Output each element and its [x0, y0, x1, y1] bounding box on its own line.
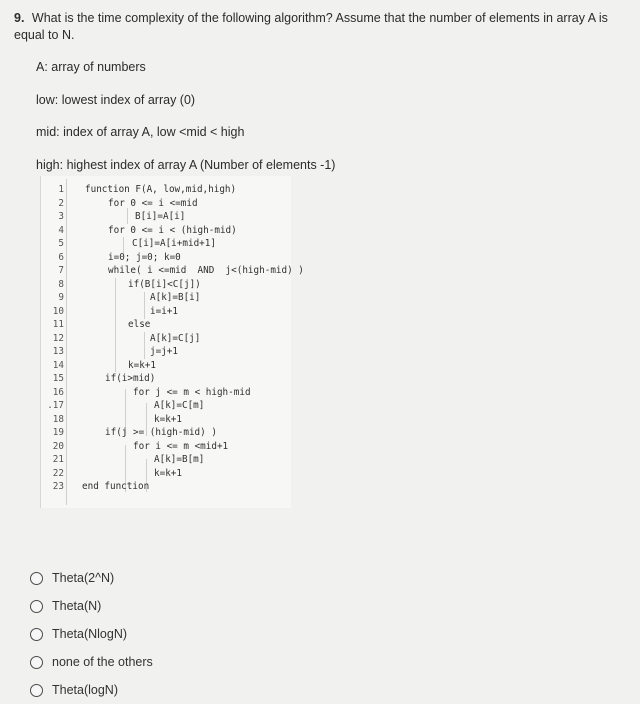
- code-line: A[k]=B[i]: [150, 292, 201, 303]
- code-line: k=k+1: [128, 359, 156, 371]
- code-line-number: 15: [52, 373, 64, 384]
- code-line: A[k]=B[m]: [154, 454, 205, 465]
- code-line-number: 23: [52, 481, 64, 492]
- code-line: j=j+1: [150, 346, 178, 357]
- code-line: C[i]=A[i+mid+1]: [132, 238, 216, 249]
- code-line-number: 21: [52, 454, 64, 465]
- radio-button[interactable]: [30, 628, 43, 641]
- radio-button[interactable]: [30, 656, 43, 669]
- option-theta-n[interactable]: [30, 592, 153, 620]
- question-number: 9.: [14, 11, 25, 25]
- code-line: end function: [82, 481, 150, 492]
- code-line: i=0; j=0; k=0: [108, 251, 181, 263]
- code-line: A[k]=C[j]: [150, 332, 201, 344]
- code-line-number: 12: [52, 332, 64, 344]
- code-line-number: 2: [58, 197, 64, 209]
- radio-button[interactable]: [30, 600, 43, 613]
- indent-guide: [115, 278, 116, 372]
- code-line: if(B[i]<C[j]): [128, 278, 201, 290]
- answer-options: [30, 564, 153, 704]
- option-label: Theta(logN): [52, 683, 118, 697]
- radio-button[interactable]: [30, 684, 43, 697]
- indent-guide: [144, 292, 145, 319]
- option-label: Theta(N): [52, 599, 102, 613]
- code-line: A[k]=C[m]: [154, 400, 205, 411]
- definition-high: high: highest index of array A (Number of elements -1): [36, 157, 336, 172]
- option-label: Theta(2^N): [52, 571, 115, 585]
- code-line-number: 13: [52, 346, 64, 357]
- option-theta-nlogn[interactable]: [30, 620, 153, 648]
- code-line: for i <= m <mid+1: [133, 440, 229, 452]
- code-line-number: 18: [52, 413, 64, 425]
- code-line-number: 14: [52, 359, 64, 371]
- code-line-number: 4: [58, 224, 64, 236]
- code-line-number: 9: [58, 292, 64, 303]
- code-line-number: 3: [58, 211, 64, 222]
- option-label: Theta(NlogN): [52, 627, 128, 641]
- code-line-number: .17: [47, 400, 64, 411]
- indent-guide: [144, 332, 145, 359]
- code-line-number: 5: [58, 238, 64, 249]
- definition-low: low: lowest index of array (0): [36, 92, 196, 107]
- code-line-number: 8: [58, 278, 64, 290]
- option-theta-2n[interactable]: [30, 564, 153, 592]
- code-line-number: 20: [52, 440, 64, 452]
- radio-button[interactable]: [30, 572, 43, 585]
- option-label: none of the others: [52, 655, 153, 669]
- definitions-list: [36, 58, 335, 188]
- code-line: else: [128, 319, 151, 330]
- code-line: i=i+1: [150, 305, 178, 317]
- code-line: function F(A, low,mid,high): [85, 184, 237, 195]
- code-line-number: 1: [58, 184, 64, 195]
- code-line-number: 11: [52, 319, 64, 330]
- code-line-number: 16: [52, 386, 64, 398]
- code-line-number: 19: [52, 427, 64, 438]
- code-line: for j <= m < high-mid: [133, 386, 251, 398]
- question-body: What is the time complexity of the following algorithm? Assume that the number of elements in array A is equal to N.: [14, 11, 608, 42]
- code-line-number: 22: [52, 467, 64, 479]
- code-line-number: 10: [52, 305, 64, 317]
- question-text: [14, 10, 626, 44]
- code-line: for 0 <= i < (high-mid): [108, 224, 237, 236]
- code-line: if(i>mid): [105, 373, 156, 384]
- code-line: k=k+1: [154, 413, 182, 425]
- code-line: for 0 <= i <=mid: [108, 197, 198, 209]
- code-line: if(j >= (high-mid) ): [105, 427, 217, 438]
- definition-array: A: array of numbers: [36, 60, 146, 74]
- option-none[interactable]: [30, 648, 153, 676]
- code-line-number: 6: [58, 251, 64, 263]
- definition-mid: mid: index of array A, low <mid < high: [36, 125, 245, 139]
- code-line: k=k+1: [154, 467, 182, 479]
- code-line: B[i]=A[i]: [135, 211, 186, 222]
- indent-guide: [127, 208, 128, 224]
- code-line: while( i <=mid AND j<(high-mid) ): [108, 265, 304, 276]
- code-line-number: 7: [58, 265, 64, 276]
